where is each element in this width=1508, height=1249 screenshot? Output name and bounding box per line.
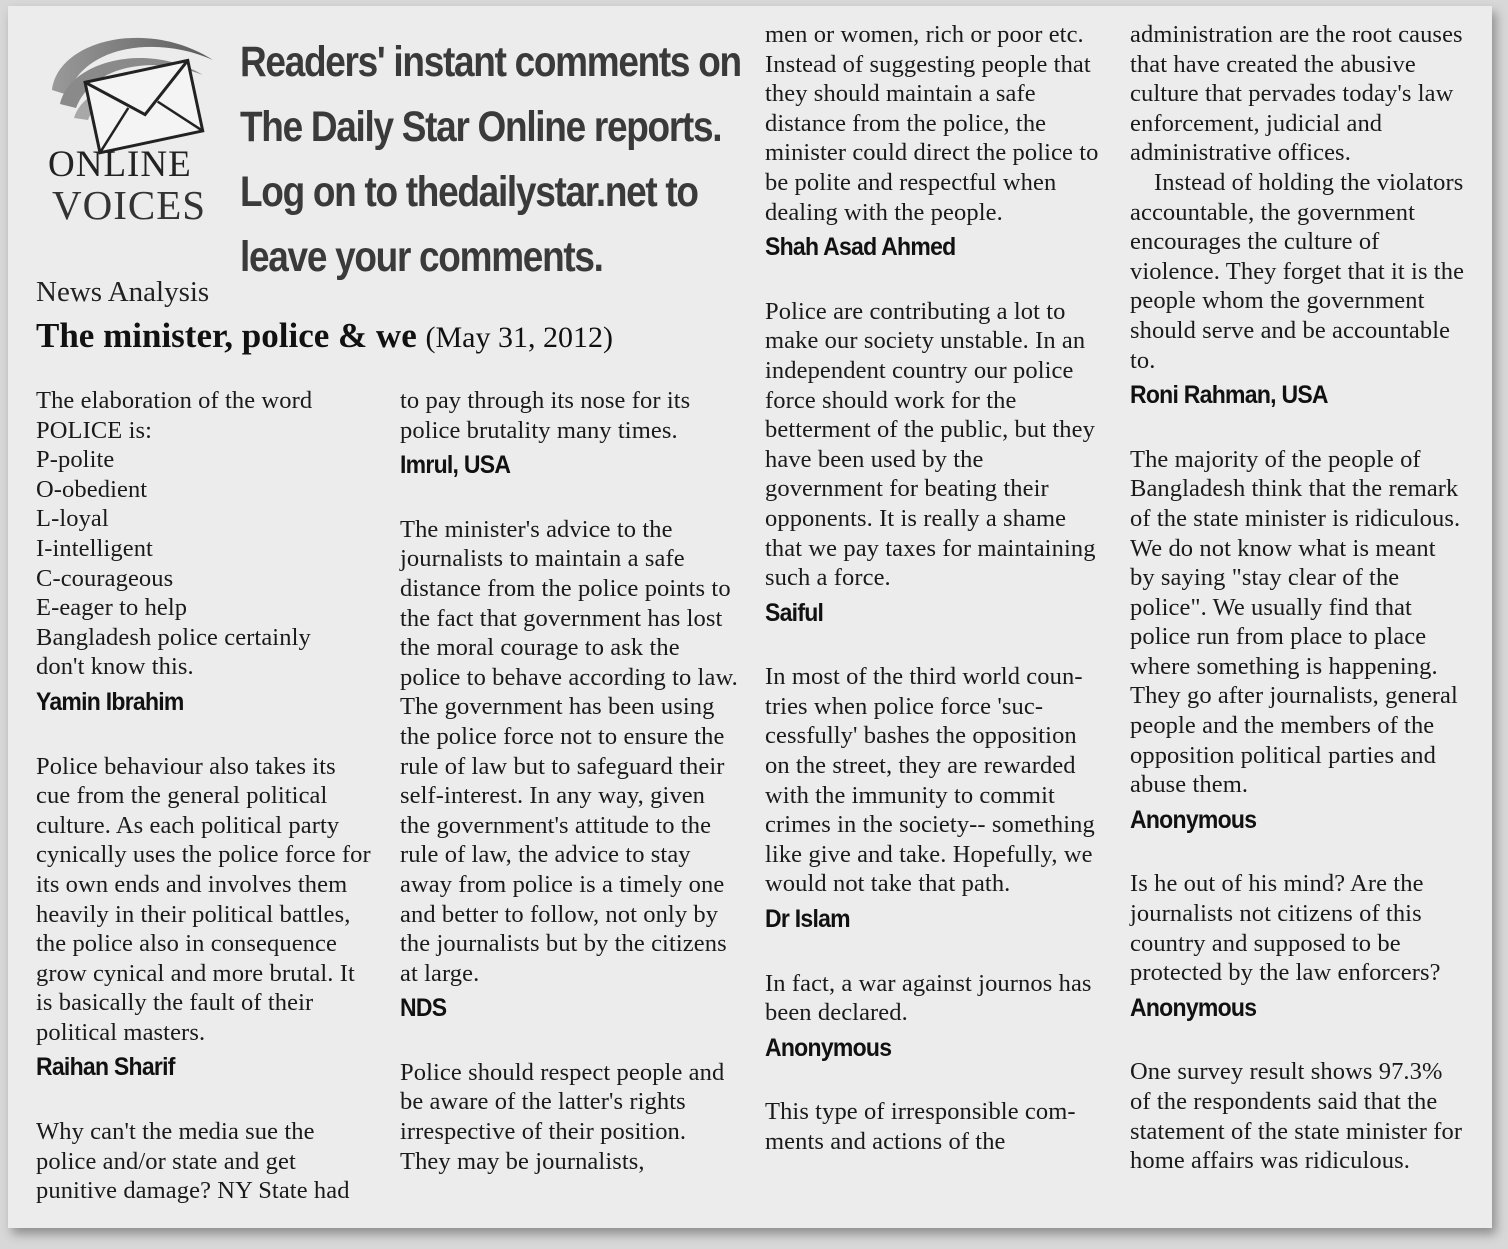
comment-author: Roni Rahman, USA <box>1130 381 1328 410</box>
column-4 <box>1130 20 1466 1176</box>
column-3 <box>765 20 1103 1157</box>
comment-text: In fact, a war against journos has been declared. <box>765 969 1092 1027</box>
comment-text: men or women, rich or poor etc. Instead of suggesting people that they should maintain a safe distance from the police, the minister could direct the police to be polite and respectful when dealing with the people. <box>765 21 1099 226</box>
comment-text: Is he out of his mind? Are the journalists not citizens of this country and supposed to be protected by the law enforcers? <box>1130 870 1441 987</box>
comment-line: I-intelligent <box>36 534 153 562</box>
section-kicker: News Analysis <box>36 276 210 308</box>
comment-text: Instead of holding the violators accountable, the government encourages the culture of violence. They forget that it is the people whom the government should serve and be accountable to. <box>1130 168 1465 374</box>
column-1 <box>36 386 376 1206</box>
comment-text: One survey result shows 97.3% of the respondents said that the statement of the state minister for home affairs was ridiculous. <box>1130 1058 1463 1175</box>
comment-text: administration are the root causes that have created the abusive culture that pervades today's law enforcement, judicial and administrative offices. <box>1130 21 1463 167</box>
comment-line: Bangladesh police certainly <box>36 623 311 651</box>
comment-text: to pay through its nose for its police brutality many times. <box>400 387 691 444</box>
comment-author: Yamin Ibrahim <box>36 687 184 716</box>
comment-line: E-eager to help <box>36 594 188 622</box>
comment-line: O-obedient <box>36 475 148 503</box>
comment-line: L-loyal <box>36 505 109 533</box>
comment-author: Anonymous <box>765 1033 892 1062</box>
comment-line: don't know this. <box>36 653 194 681</box>
comment-line: The elaboration of the word <box>36 387 313 414</box>
comment-text: Police are contributing a lot to make our society unstable. In an independent country our police force should work for the betterment of the public, but they have been used by the government for beating their opponents. It is really a shame that we pay taxes for maintaining such a force. <box>765 297 1096 592</box>
promo-line: The Daily Star Online reports. <box>240 103 722 151</box>
promo-banner <box>240 30 741 290</box>
comment-author: Raihan Sharif <box>36 1053 175 1082</box>
comment-line: P-polite <box>36 446 115 474</box>
comment-text: Police behaviour also takes its cue from the general political culture. As each political party cynically uses the police force for its own ends and involves them heavily in their political battles, the police also in consequence grow cynical and more brutal. It is basically the fault of their political masters. <box>36 752 371 1046</box>
comment-text: Why can't the media sue the police and/or state and get punitive damage? NY State had <box>36 1118 350 1205</box>
comment-text: This type of irresponsible comments and actions of the <box>765 1098 1076 1155</box>
column-2 <box>400 386 738 1176</box>
comment-text: Police should respect people and be aware of the latter's rights irrespective of their position. They may be journalists, <box>400 1058 725 1175</box>
comment-author: Dr Islam <box>765 905 850 934</box>
comment-author: Saiful <box>765 598 824 627</box>
comment-text: The minister's advice to the journalists to maintain a safe distance from the police points to the fact that government has lost the moral courage to ask the police to behave according to law. The government has been using the police force not to ensure the rule of law but to safeguard their self-interest. In any way, given the government's attitude to the rule of law, the advice to stay away from police is a timely one and better to follow, not only by the journalists but by the citizens at large. <box>400 515 738 987</box>
headline-date: (May 31, 2012) <box>425 321 613 354</box>
comment-author: Imrul, USA <box>400 451 511 480</box>
comment-line: POLICE is: <box>36 416 153 444</box>
comment-line: C-courageous <box>36 564 174 592</box>
comment-author: Shah Asad Ahmed <box>765 233 956 262</box>
promo-line: Readers' instant comments on <box>240 38 741 86</box>
comment-text: The majority of the people of Bangladesh think that the remark of the state minister is ridiculous. We do not know what is meant by saying "stay clear of the police". We usually find that police run from place to place where something is happening. They go after journalists, general people and the members of the opposition political parties and abuse them. <box>1130 445 1461 799</box>
comment-text: In most of the third world countries when police force 'successfully' bashes the opposition on the street, they are rewarded with the immunity to commit crimes in the society-- something like give and take. Hopefully, we would not take that path. <box>765 663 1095 898</box>
newspaper-page <box>8 6 1492 1228</box>
comment-author: Anonymous <box>1130 993 1257 1022</box>
article-headline <box>36 316 613 356</box>
comment-author: NDS <box>400 994 447 1023</box>
promo-line: Log on to thedailystar.net to <box>240 168 698 216</box>
promo-line: leave your comments. <box>240 233 603 281</box>
comment-author: Anonymous <box>1130 805 1257 834</box>
logo-text-voices: VOICES <box>52 182 207 228</box>
headline-title: The minister, police & we <box>36 316 417 355</box>
logo-text-online: ONLINE <box>48 144 192 185</box>
